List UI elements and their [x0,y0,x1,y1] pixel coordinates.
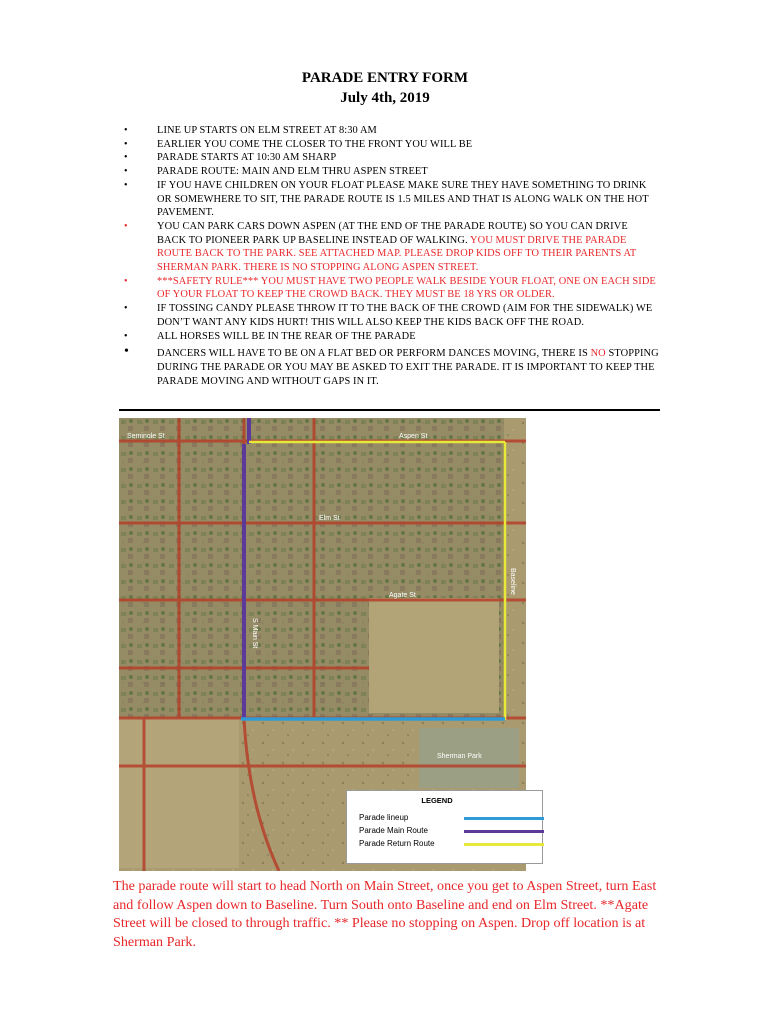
rule-text: IF YOU HAVE CHILDREN ON YOUR FLOAT PLEASE MAKE SURE THEY HAVE SOMETHING TO DRINK OR SOMEWHERE TO SIT, THE PARADE ROUTE IS 1.5 MILES AND THAT IS ALONG WALK ON THE HOT PAVEMENT. [157,179,649,219]
divider [119,409,660,411]
rules-list [119,124,659,388]
rule-item [119,220,659,275]
rule-text: PARADE STARTS AT 10:30 AM SHARP [157,152,337,164]
rule-item [119,179,659,220]
street-label: Elm St [319,515,340,522]
rule-item [119,138,659,152]
rule-text: ALL HORSES WILL BE IN THE REAR OF THE PARADE [157,330,416,342]
bullet: • [124,220,128,232]
rule-text: YOU CAN PARK CARS DOWN ASPEN (AT THE END OF THE PARADE ROUTE) SO YOU CAN DRIVE BACK TO PIONEER PARK UP BASELINE INSTEAD OF WALKING. [157,220,628,246]
street-label: Baseline [509,568,516,595]
rule-text: DANCERS WILL HAVE TO BE ON A FLAT BED OR PERFORM DANCES MOVING, THERE IS [157,348,591,360]
street-label: S Main St [251,618,258,649]
route-note: The parade route will start to head North on Main Street, once you get to Aspen Street, turn East and follow Aspen down to Baseline. Turn South onto Baseline and end on Elm Street. **Agate Street will be closed to through traffic. ** Please no stopping on Aspen. Drop off location is at Sherman Park. [113,878,657,950]
rule-text: PARADE ROUTE: MAIN AND ELM THRU ASPEN STREET [157,166,428,178]
rule-item [119,275,659,302]
legend-label: Parade lineup [359,813,409,822]
legend-item-lineup [359,813,539,825]
legend-item-main-route [359,826,539,838]
bullet: • [124,330,128,342]
rule-item [119,165,659,179]
bullet: • [124,275,128,287]
rule-item [119,344,659,388]
legend-swatch [464,843,544,846]
street-label: Sherman Park [437,753,482,760]
bullet: • [124,179,128,191]
bullet: • [124,166,128,178]
rule-text: YOU MUST DRIVE THE PARADE ROUTE BACK TO THE PARK. SEE ATTACHED MAP. PLEASE DROP KIDS OFF TO THEIR PARENTS AT SHERMAN PARK. THERE IS NO STOPPING ALONG ASPEN STREET. [157,234,637,274]
rule-text: NO [590,348,606,360]
rule-item [119,302,659,329]
street-label: Agate St [389,592,416,599]
bullet: • [124,138,128,150]
street-label: Aspen St [399,433,428,440]
rule-text: IF TOSSING CANDY PLEASE THROW IT TO THE BACK OF THE CROWD (AIM FOR THE SIDEWALK) WE DON’T WANT ANY KIDS HURT! THIS WILL ALSO KEEP THE KIDS BACK OFF THE ROAD. [157,303,653,328]
map-legend [346,790,543,864]
rule-item [119,330,659,344]
rule-text: ***SAFETY RULE*** YOU MUST HAVE TWO PEOPLE WALK BESIDE YOUR FLOAT, ONE ON EACH SIDE OF YOUR FLOAT TO KEEP THE CROWD BACK. THEY MUST BE 18 YRS OR OLDER. [157,275,656,301]
street-label: Seminole St [127,433,165,440]
rule-text: LINE UP STARTS ON ELM STREET AT 8:30 AM [157,125,377,136]
legend-title: LEGEND [421,796,453,805]
form-date: July 4th, 2019 [340,90,430,106]
legend-item-return-route [359,839,539,851]
legend-label: Parade Return Route [359,839,435,848]
rule-item [119,151,659,165]
bullet: • [124,152,128,164]
bullet: • [124,344,130,360]
rule-text: EARLIER YOU COME THE CLOSER TO THE FRONT YOU WILL BE [157,138,473,150]
legend-label: Parade Main Route [359,826,428,835]
bullet: • [124,303,128,315]
legend-swatch [464,830,544,833]
rule-text: STOPPING DURING THE PARADE OR YOU MAY BE ASKED TO EXIT THE PARADE. IT IS IMPORTANT TO KEEP THE PARADE MOVING AND WITHOUT GAPS IN IT. [157,348,659,387]
rule-item [119,124,659,138]
bullet: • [124,125,128,136]
legend-swatch [464,817,544,820]
form-title: PARADE ENTRY FORM [301,70,469,86]
